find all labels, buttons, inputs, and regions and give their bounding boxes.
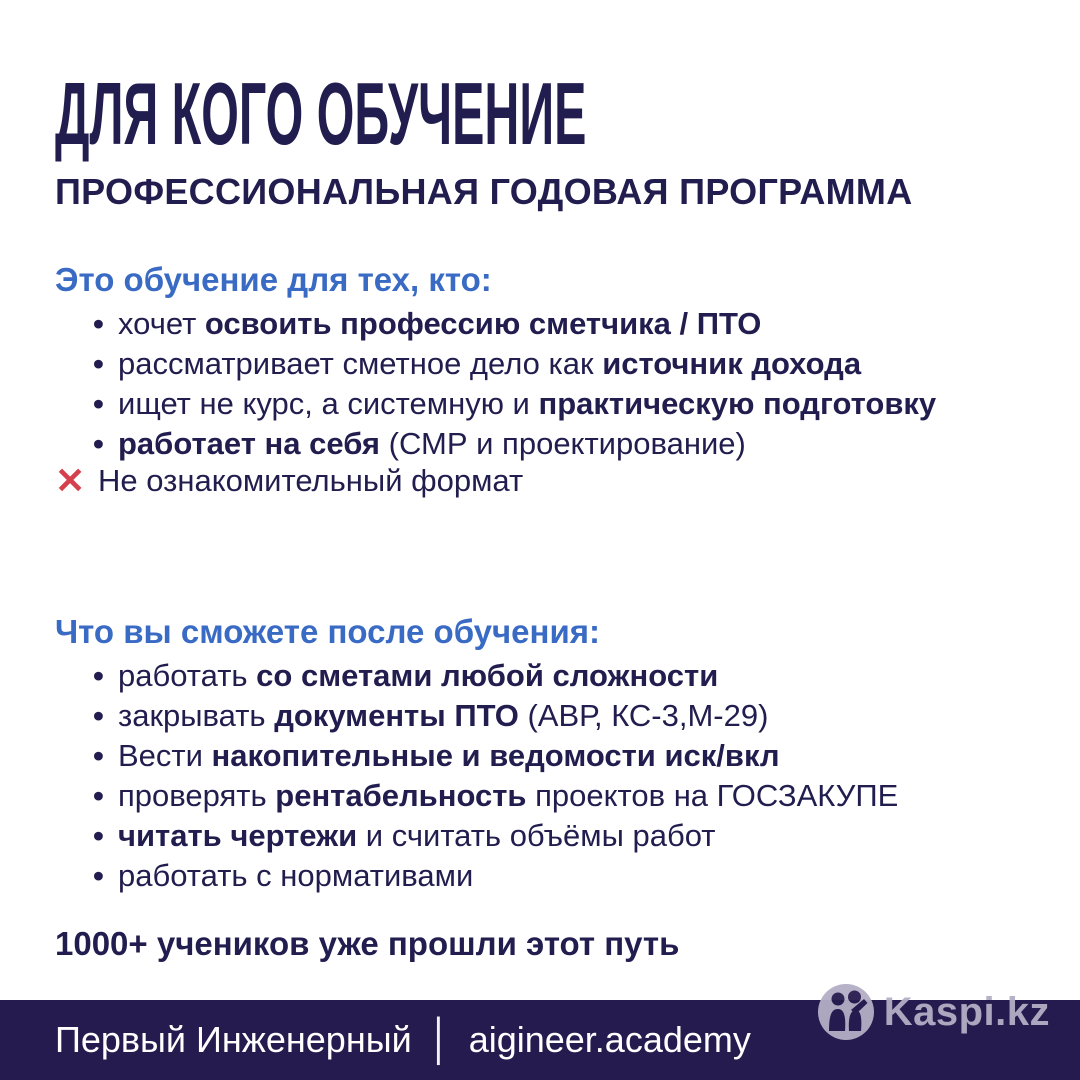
list-item bbox=[55, 304, 1050, 344]
list-item bbox=[55, 656, 1050, 696]
text-segment: работает на себя bbox=[118, 426, 381, 461]
text-segment: рассматривает сметное дело как bbox=[118, 346, 603, 381]
text-segment: читать чертежи bbox=[118, 818, 358, 853]
page-subtitle: ПРОФЕССИОНАЛЬНАЯ ГОДОВАЯ ПРОГРАММА bbox=[55, 171, 913, 212]
list-item bbox=[55, 424, 1050, 464]
list-item bbox=[55, 776, 1050, 816]
outcomes-heading: Что вы сможете после обучения: bbox=[55, 613, 600, 650]
audience-heading: Это обучение для тех, кто: bbox=[55, 261, 492, 298]
x-mark-icon: ✕ bbox=[55, 460, 86, 501]
kaspi-logo-icon bbox=[818, 984, 874, 1040]
text-segment: и считать объёмы работ bbox=[357, 818, 716, 853]
text-segment: (СМР и проектирование) bbox=[380, 426, 746, 461]
text-segment: работать bbox=[118, 658, 257, 693]
footer-site: aigineer.academy bbox=[468, 1019, 751, 1060]
note-text: Не ознакомительный формат bbox=[98, 463, 524, 498]
text-segment: источник дохода bbox=[602, 346, 862, 381]
kaspi-watermark-text: Kaspi.kz bbox=[883, 989, 1050, 1034]
text-segment: ищет не курс, а системную и bbox=[118, 386, 539, 421]
text-segment: практическую подготовку bbox=[538, 386, 937, 421]
list-item bbox=[55, 384, 1050, 424]
not-intro-note bbox=[55, 460, 1050, 502]
text-segment: документы ПТО bbox=[274, 698, 519, 733]
tagline: 1000+ учеников уже прошли этот путь bbox=[55, 925, 680, 962]
list-item bbox=[55, 344, 1050, 384]
text-segment: закрывать bbox=[118, 698, 275, 733]
text-segment: со сметами любой сложности bbox=[256, 658, 719, 693]
audience-list bbox=[55, 304, 1050, 464]
text-segment: проектов на ГОСЗАКУПЕ bbox=[526, 778, 899, 813]
kaspi-watermark bbox=[818, 984, 1050, 1040]
list-item bbox=[55, 816, 1050, 856]
list-item bbox=[55, 696, 1050, 736]
text-segment: освоить профессию сметчика / ПТО bbox=[204, 306, 762, 341]
text-segment: накопительные и ведомости иск/вкл bbox=[211, 738, 780, 773]
text-segment: (АВР, КС-3,М-29) bbox=[518, 698, 769, 733]
list-item bbox=[55, 736, 1050, 776]
footer-divider: │ bbox=[427, 1017, 453, 1062]
list-item bbox=[55, 856, 1050, 896]
text-segment: работать с нормативами bbox=[118, 858, 474, 893]
outcomes-list bbox=[55, 656, 1050, 896]
text-segment: проверять bbox=[118, 778, 276, 813]
text-segment: хочет bbox=[118, 306, 205, 341]
footer-brand: Первый Инженерный bbox=[55, 1019, 412, 1060]
page-title: ДЛЯ КОГО ОБУЧЕНИЕ bbox=[55, 64, 587, 163]
text-segment: рентабельность bbox=[275, 778, 527, 813]
text-segment: Вести bbox=[118, 738, 212, 773]
section-audience bbox=[55, 262, 1050, 502]
section-outcomes bbox=[55, 614, 1050, 896]
